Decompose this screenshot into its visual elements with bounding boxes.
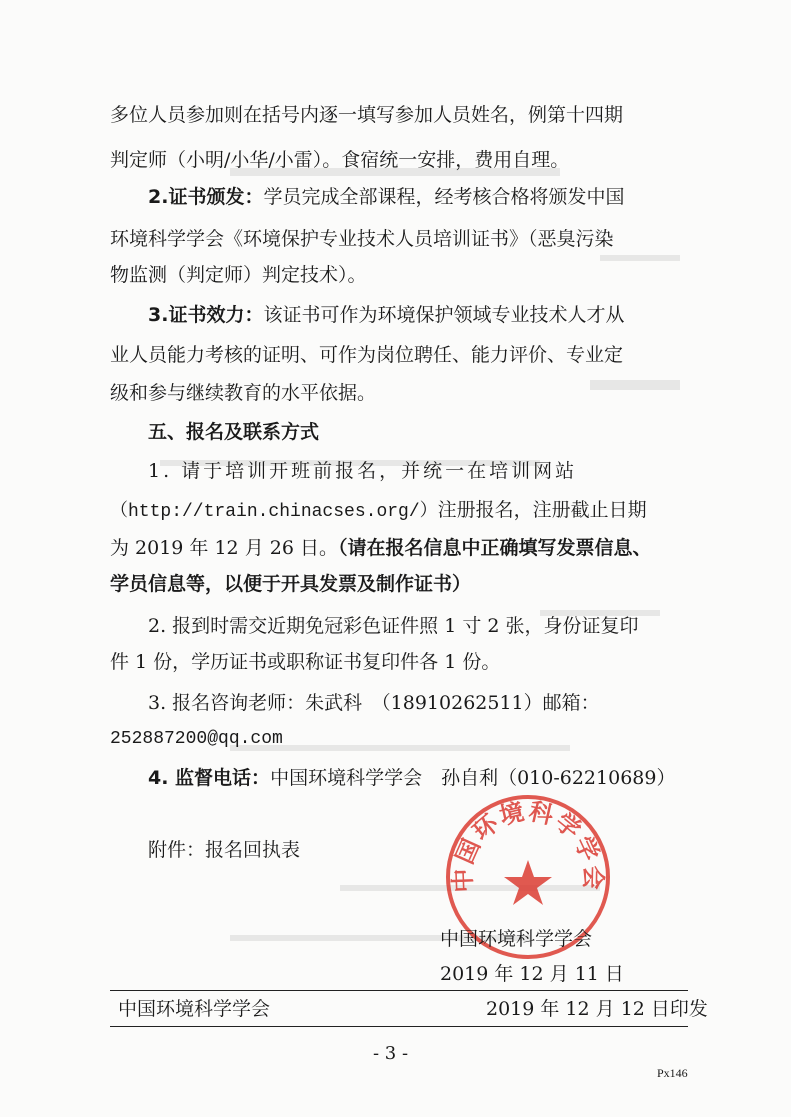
supervise-line [148, 760, 688, 796]
document-code: Px146 [657, 1066, 688, 1080]
registration-note-line: 学员信息等，以便于开具发票及制作证书） [110, 573, 472, 595]
cert-effect-label: 3.证书效力： [148, 304, 264, 326]
registration-deadline: 为 2019 年 12 月 26 日。 [110, 537, 338, 559]
attachment-note: 附件：报名回执表 [148, 839, 301, 861]
cert-issue-paragraph [148, 179, 688, 215]
registration-note: （请在报名信息中正确填写发票信息、 [337, 537, 652, 559]
paragraph-line: 环境科学学会《环境保护专业技术人员培训证书》（恶臭污染 [110, 228, 614, 250]
paragraph-line: 2. 报到时需交近期免冠彩色证件照 1 寸 2 张，身份证复印 [148, 615, 639, 637]
footer-rule-bottom [110, 1026, 688, 1027]
footer-rule-top [110, 990, 688, 991]
cert-issue-text: 学员完成全部课程，经考核合格将颁发中国 [263, 186, 625, 208]
paragraph-line: 多位人员参加则在括号内逐一填写参加人员姓名，例第十四期 [110, 104, 624, 126]
seal-text: 中国环境科学学会 [447, 796, 609, 894]
paragraph-line: 1. 请于培训开班前报名，并统一在培训网站 [148, 460, 578, 482]
registration-deadline-line [110, 530, 688, 566]
section-heading: 五、报名及联系方式 [148, 421, 320, 443]
paragraph-line: 3. 报名咨询老师：朱武科 （18910262511）邮箱： [148, 692, 600, 714]
footer-org: 中国环境科学学会 [118, 998, 271, 1020]
page-number: - 3 - [373, 1043, 409, 1064]
signature-org: 中国环境科学学会 [440, 928, 593, 950]
cert-effect-paragraph [148, 297, 688, 333]
supervise-phone: 中国环境科学学会 孙自利（010-62210689） [270, 767, 676, 789]
signature-date: 2019 年 12 月 11 日 [440, 963, 624, 985]
supervise-label: 4. 监督电话： [148, 767, 271, 789]
seal-star-icon [504, 860, 552, 905]
paragraph-line: 判定师（小明/小华/小雷）。食宿统一安排，费用自理。 [110, 149, 570, 171]
registration-url-rest: 注册报名，注册截止日期 [437, 499, 647, 521]
paragraph-line: 级和参与继续教育的水平依据。 [110, 382, 377, 404]
registration-url-line [110, 492, 688, 530]
contact-email[interactable]: 252887200@qq.com [110, 729, 283, 749]
registration-url[interactable]: （http://train.chinacses.org/） [110, 502, 438, 522]
paragraph-line: 物监测（判定师）判定技术）。 [110, 264, 367, 286]
cert-issue-label: 2.证书颁发： [148, 186, 264, 208]
paragraph-line: 件 1 份，学历证书或职称证书复印件各 1 份。 [110, 651, 501, 673]
cert-effect-text: 该证书可作为环境保护领域专业技术人才从 [263, 304, 625, 326]
footer-print-date: 2019 年 12 月 12 日印发 [486, 998, 708, 1020]
paragraph-line: 业人员能力考核的证明、可作为岗位聘任、能力评价、专业定 [110, 344, 624, 366]
